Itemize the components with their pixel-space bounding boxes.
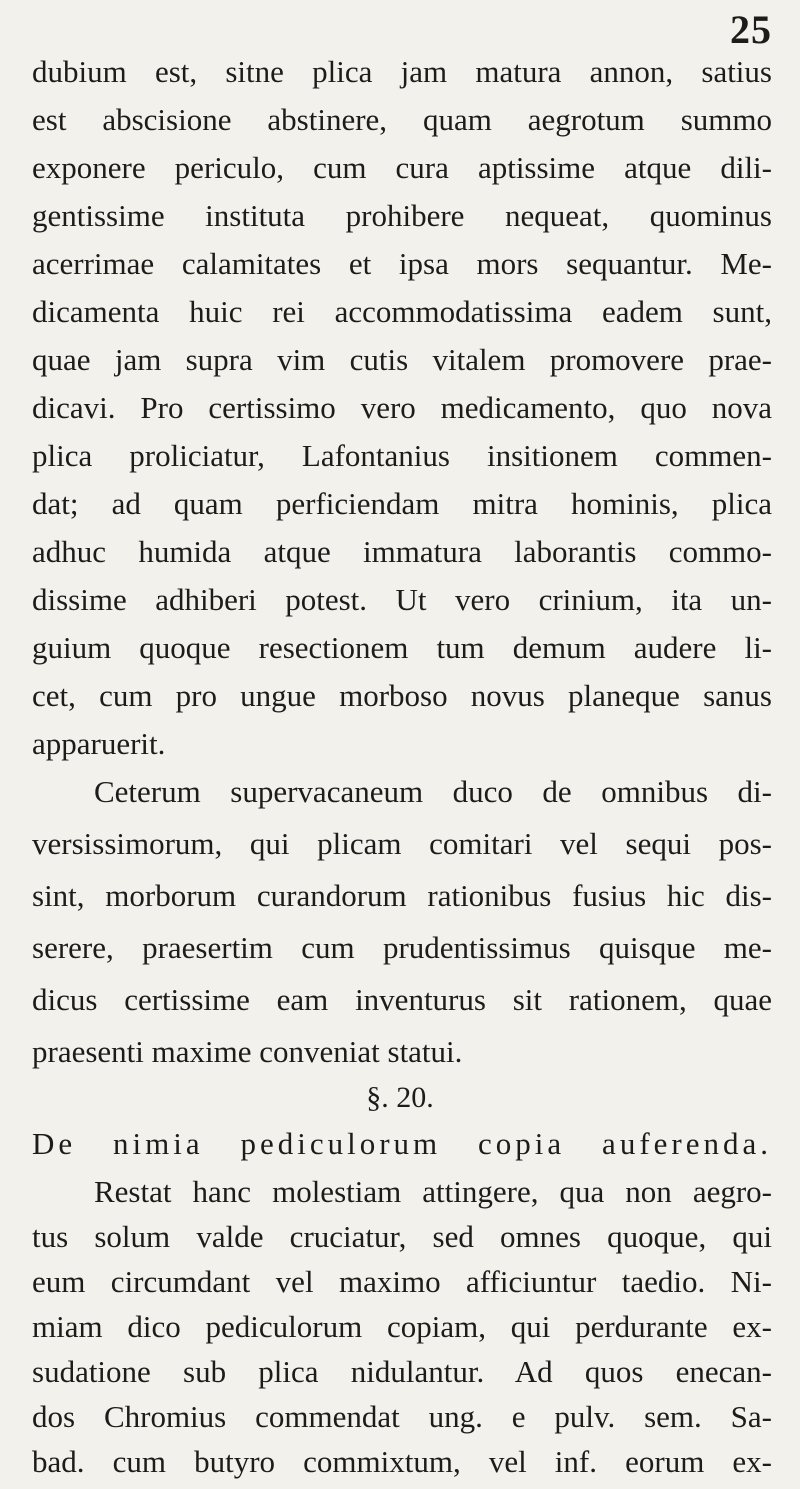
text-line: est abscisione abstinere, quam aegrotum summo (32, 102, 772, 137)
text-line: apparuerit. (32, 726, 166, 761)
text-line: Restat hanc molestiam attingere, qua non aegro- (94, 1174, 772, 1209)
text-line: dubium est, sitne plica jam matura annon, satius (32, 54, 772, 89)
text-line: exponere periculo, cum cura aptissime atque dili- (32, 150, 772, 185)
text-line: bad. cum butyro commixtum, vel inf. eorum ex- (32, 1444, 772, 1479)
text-line: eum circumdant vel maximo afficiuntur taedio. Ni- (32, 1264, 772, 1299)
text-line: acerrimae calamitates et ipsa mors sequantur. Me- (32, 246, 772, 281)
text-line: guium quoque resectionem tum demum audere li- (32, 630, 772, 665)
text-line: praesenti maxime conveniat statui. (32, 1034, 463, 1069)
text-line: sint, morborum curandorum rationibus fusius hic dis- (32, 878, 772, 913)
text-line: Ceterum supervacaneum duco de omnibus di- (94, 774, 772, 809)
text-line: dat; ad quam perficiendam mitra hominis, plica (32, 486, 772, 521)
text-line: sudatione sub plica nidulantur. Ad quos enecan- (32, 1354, 772, 1389)
text-line: serere, praesertim cum prudentissimus quisque me- (32, 930, 772, 965)
text-line: gentissime instituta prohibere nequeat, quominus (32, 198, 772, 233)
text-line: dicamenta huic rei accommodatissima eadem sunt, (32, 294, 772, 329)
text-line: cet, cum pro ungue morboso novus planeque sanus (32, 678, 772, 713)
text-line: tus solum valde cruciatur, sed omnes quoque, qui (32, 1219, 772, 1254)
text-line: versissimorum, qui plicam comitari vel sequi pos- (32, 826, 772, 861)
text-line: dicavi. Pro certissimo vero medicamento, quo nova (32, 390, 772, 425)
text-line: dissime adhiberi potest. Ut vero crinium, ita un- (32, 582, 772, 617)
text-line: dicus certissime eam inventurus sit rationem, quae (32, 982, 772, 1017)
section-title: De nimia pediculorum copia auferenda. (32, 1126, 772, 1161)
section-number: §. 20. (366, 1081, 434, 1114)
text-line: quae jam supra vim cutis vitalem promovere prae- (32, 342, 772, 377)
page-number: 25 (730, 7, 772, 52)
text-line: plica proliciatur, Lafontanius insitionem commen- (32, 438, 772, 473)
text-line: miam dico pediculorum copiam, qui perdurante ex- (32, 1309, 772, 1344)
text-line: adhuc humida atque immatura laborantis commo- (32, 534, 772, 569)
text-line: dos Chromius commendat ung. e pulv. sem. Sa- (32, 1399, 772, 1434)
